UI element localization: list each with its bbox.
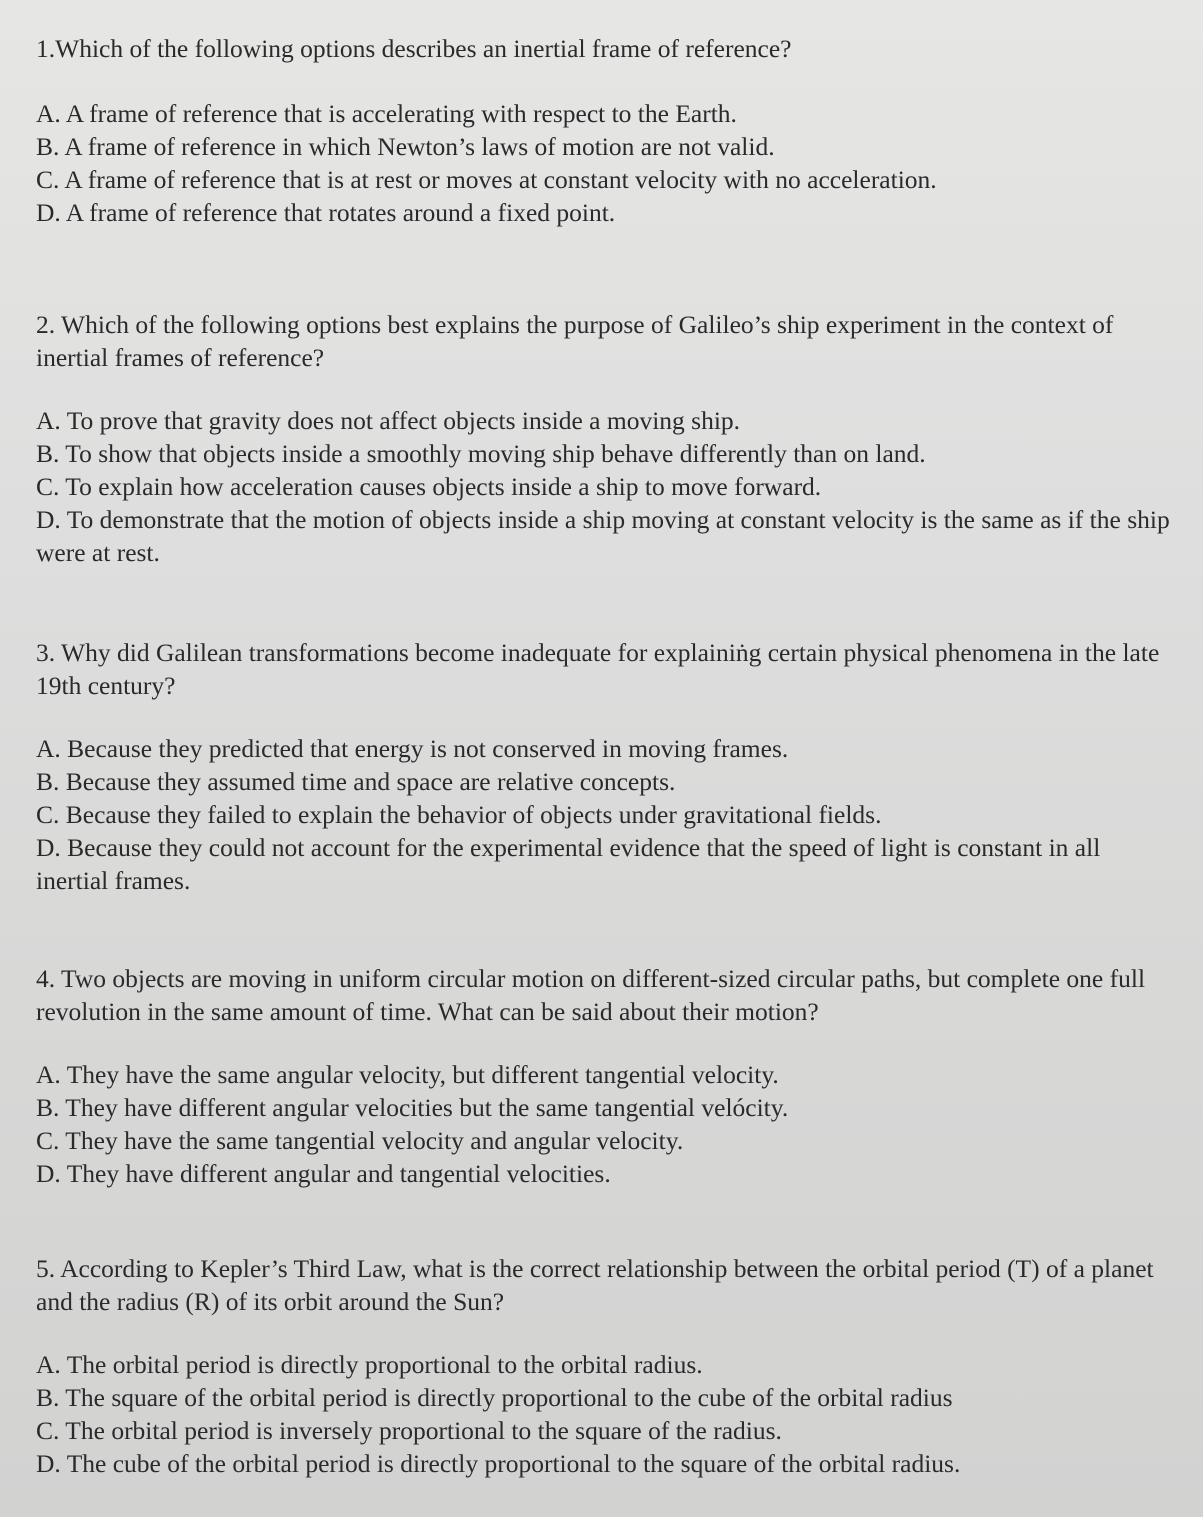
question-5-option-c: C. The orbital period is inversely proportional to the square of the radius. [36, 1416, 782, 1445]
question-4-options [36, 1058, 1176, 1190]
question-4-option-d: D. They have different angular and tangential velocities. [36, 1159, 611, 1188]
question-1 [36, 32, 1176, 229]
question-3-option-b: B. Because they assumed time and space are relative concepts. [36, 767, 676, 796]
question-2 [36, 308, 1176, 569]
question-4-option-a: A. They have the same angular velocity, but different tangential velocity. [36, 1060, 779, 1089]
question-1-stem: 1.Which of the following options describes an inertial frame of reference? [36, 34, 792, 63]
question-1-options [36, 97, 1176, 229]
question-3-stem: 3. Why did Galilean transformations become inadequate for explainiṅg certain physical phenomena in the late 19th century? [36, 638, 1160, 700]
question-1-option-d: D. A frame of reference that rotates around a fixed point. [36, 198, 616, 227]
question-4-stem: 4. Two objects are moving in uniform circular motion on different-sized circular paths, but complete one full revolution in the same amount of time. What can be said about their motion? [36, 964, 1146, 1026]
question-2-option-d: D. To demonstrate that the motion of objects inside a ship moving at constant velocity is the same as if the ship were at rest. [36, 505, 1170, 567]
question-3-option-d: D. Because they could not account for the experimental evidence that the speed of light is constant in all inertial frames. [36, 833, 1101, 895]
question-4-option-b: B. They have different angular velocities but the same tangential velócity. [36, 1093, 789, 1122]
question-2-option-b: B. To show that objects inside a smoothly moving ship behave differently than on land. [36, 439, 926, 468]
question-5-option-d: D. The cube of the orbital period is directly proportional to the square of the orbital radius. [36, 1449, 961, 1478]
question-2-options [36, 404, 1176, 569]
question-4 [36, 962, 1176, 1190]
question-3 [36, 636, 1176, 897]
question-3-option-c: C. Because they failed to explain the behavior of objects under gravitational fields. [36, 800, 882, 829]
question-1-option-c: C. A frame of reference that is at rest or moves at constant velocity with no acceleration. [36, 165, 937, 194]
question-2-stem: 2. Which of the following options best explains the purpose of Galileo’s ship experiment in the context of inertial frames of reference? [36, 310, 1114, 372]
question-5-option-a: A. The orbital period is directly proportional to the orbital radius. [36, 1350, 703, 1379]
question-5-option-b: B. The square of the orbital period is directly proportional to the cube of the orbital radius [36, 1383, 953, 1412]
question-5-stem: 5. According to Kepler’s Third Law, what is the correct relationship between the orbital period (T) of a planet and the radius (R) of its orbit around the Sun? [36, 1254, 1154, 1316]
question-3-options [36, 732, 1176, 897]
question-1-option-a: A. A frame of reference that is accelerating with respect to the Earth. [36, 99, 737, 128]
question-2-option-a: A. To prove that gravity does not affect objects inside a moving ship. [36, 406, 741, 435]
question-5 [36, 1252, 1176, 1480]
question-4-option-c: C. They have the same tangential velocity and angular velocity. [36, 1126, 684, 1155]
question-3-option-a: A. Because they predicted that energy is not conserved in moving frames. [36, 734, 789, 763]
question-1-option-b: B. A frame of reference in which Newton’s laws of motion are not valid. [36, 132, 775, 161]
question-5-options [36, 1348, 1176, 1480]
question-2-option-c: C. To explain how acceleration causes objects inside a ship to move forward. [36, 472, 822, 501]
